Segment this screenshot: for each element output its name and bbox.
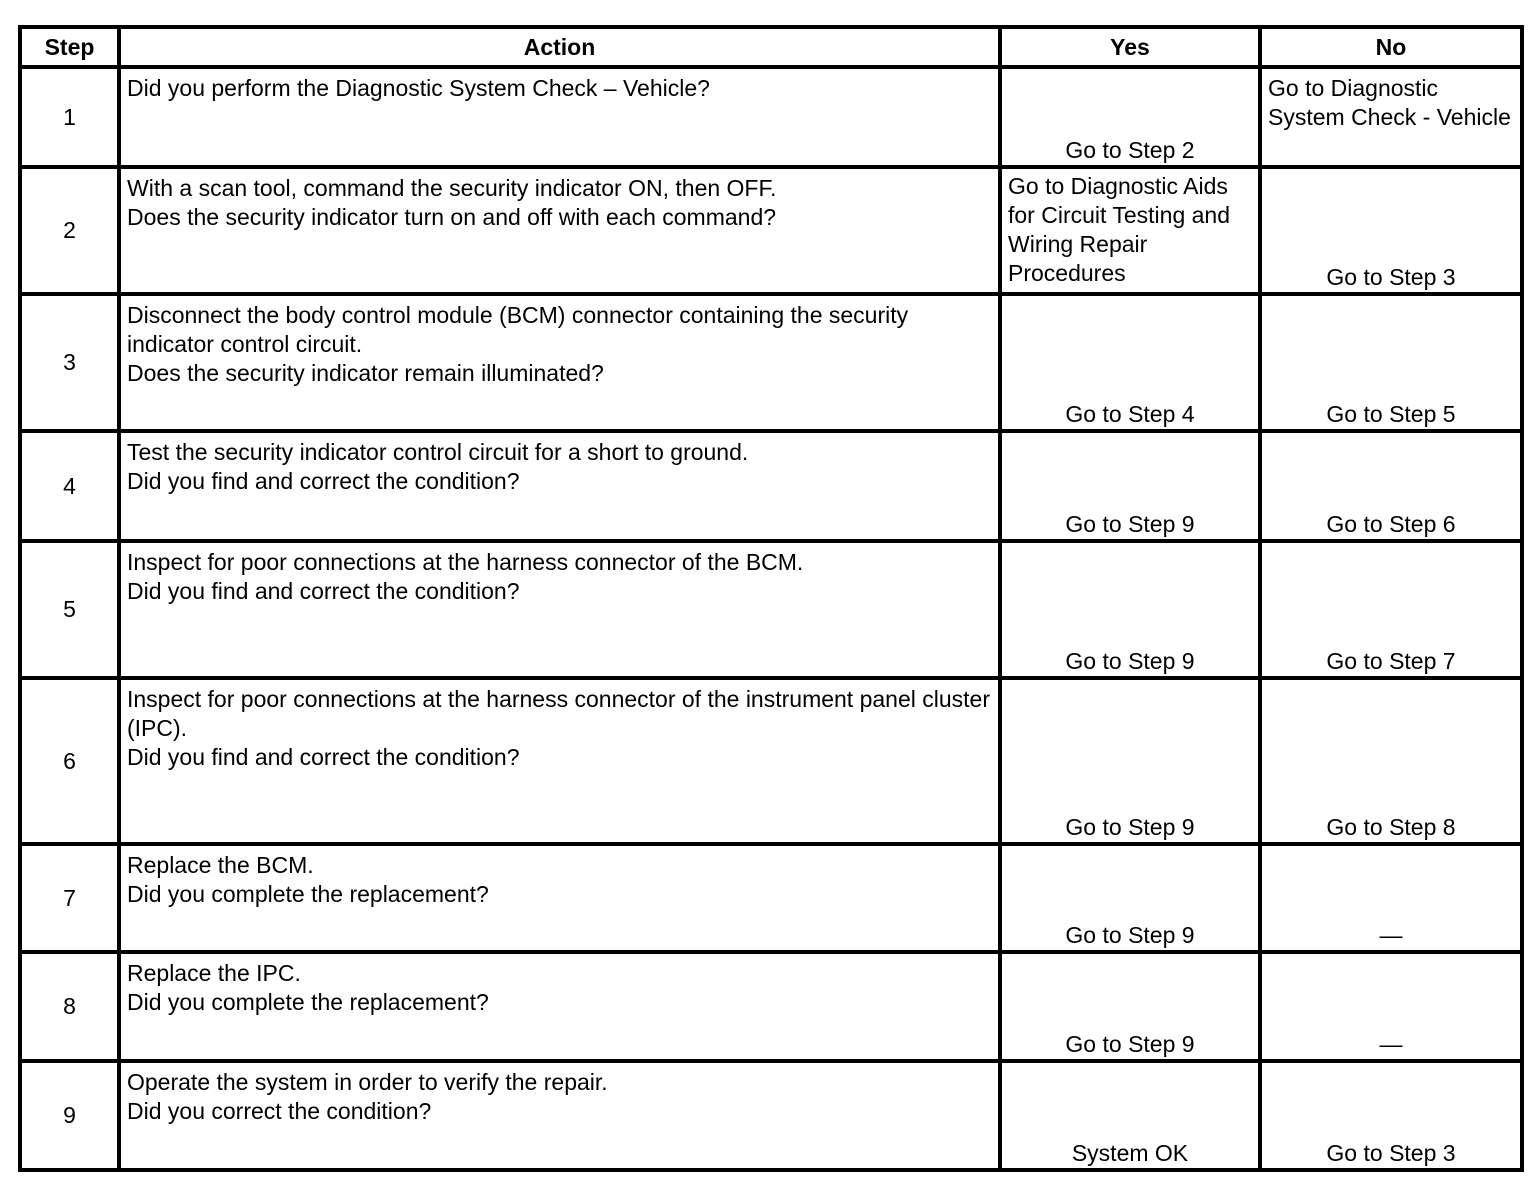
action-question: Did you find and correct the condition? (127, 468, 520, 494)
yes-cell: Go to Step 4 (1000, 294, 1260, 431)
step-number: 1 (20, 67, 119, 167)
table-row (20, 167, 1522, 294)
action-cell (119, 167, 1000, 294)
table-row (20, 67, 1522, 167)
yes-cell: Go to Step 9 (1000, 678, 1260, 844)
action-instruction: Disconnect the body control module (BCM) connector containing the security indicator control circuit. (127, 302, 909, 357)
yes-cell: Go to Step 9 (1000, 844, 1260, 952)
table-row (20, 294, 1522, 431)
action-cell (119, 294, 1000, 431)
yes-cell: Go to Diagnostic Aids for Circuit Testing and Wiring Repair Procedures (1000, 167, 1260, 294)
yes-cell: Go to Step 9 (1000, 431, 1260, 541)
step-number: 3 (20, 294, 119, 431)
no-cell: Go to Diagnostic System Check - Vehicle (1260, 67, 1522, 167)
step-number: 9 (20, 1061, 119, 1170)
action-cell (119, 1061, 1000, 1170)
yes-cell: Go to Step 9 (1000, 952, 1260, 1061)
no-cell: Go to Step 7 (1260, 541, 1522, 678)
table-row (20, 844, 1522, 952)
step-number: 5 (20, 541, 119, 678)
action-instruction: With a scan tool, command the security indicator ON, then OFF. (127, 175, 777, 201)
step-number: 8 (20, 952, 119, 1061)
action-question: Does the security indicator remain illuminated? (127, 360, 604, 386)
no-cell: Go to Step 3 (1260, 1061, 1522, 1170)
action-question: Did you complete the replacement? (127, 881, 489, 907)
step-number: 6 (20, 678, 119, 844)
no-cell: Go to Step 3 (1260, 167, 1522, 294)
yes-cell: System OK (1000, 1061, 1260, 1170)
table-row (20, 431, 1522, 541)
header-yes: Yes (1000, 27, 1260, 67)
header-no: No (1260, 27, 1522, 67)
step-number: 2 (20, 167, 119, 294)
action-instruction: Inspect for poor connections at the harness connector of the BCM. (127, 549, 804, 575)
diagnostic-table (18, 25, 1524, 1172)
step-number: 4 (20, 431, 119, 541)
no-cell: — (1260, 844, 1522, 952)
no-cell: Go to Step 8 (1260, 678, 1522, 844)
action-question: Does the security indicator turn on and off with each command? (127, 204, 777, 230)
step-number: 7 (20, 844, 119, 952)
action-instruction: Replace the BCM. (127, 852, 314, 878)
action-question: Did you find and correct the condition? (127, 744, 520, 770)
table-row (20, 678, 1522, 844)
action-instruction: Replace the IPC. (127, 960, 301, 986)
no-cell: Go to Step 6 (1260, 431, 1522, 541)
action-question: Did you complete the replacement? (127, 989, 489, 1015)
no-cell: — (1260, 952, 1522, 1061)
action-cell (119, 844, 1000, 952)
action-cell (119, 67, 1000, 167)
table-row (20, 541, 1522, 678)
table-row (20, 952, 1522, 1061)
action-instruction: Operate the system in order to verify the repair. (127, 1069, 608, 1095)
action-cell (119, 952, 1000, 1061)
header-action: Action (119, 27, 1000, 67)
table-row (20, 1061, 1522, 1170)
action-cell (119, 678, 1000, 844)
header-step: Step (20, 27, 119, 67)
header-row (20, 27, 1522, 67)
yes-cell: Go to Step 2 (1000, 67, 1260, 167)
action-question: Did you correct the condition? (127, 1098, 432, 1124)
action-instruction: Did you perform the Diagnostic System Check – Vehicle? (127, 75, 710, 101)
no-cell: Go to Step 5 (1260, 294, 1522, 431)
yes-cell: Go to Step 9 (1000, 541, 1260, 678)
action-cell (119, 541, 1000, 678)
action-question: Did you find and correct the condition? (127, 578, 520, 604)
action-instruction: Inspect for poor connections at the harness connector of the instrument panel cluster (IPC). (127, 686, 990, 741)
action-cell (119, 431, 1000, 541)
action-instruction: Test the security indicator control circuit for a short to ground. (127, 439, 749, 465)
